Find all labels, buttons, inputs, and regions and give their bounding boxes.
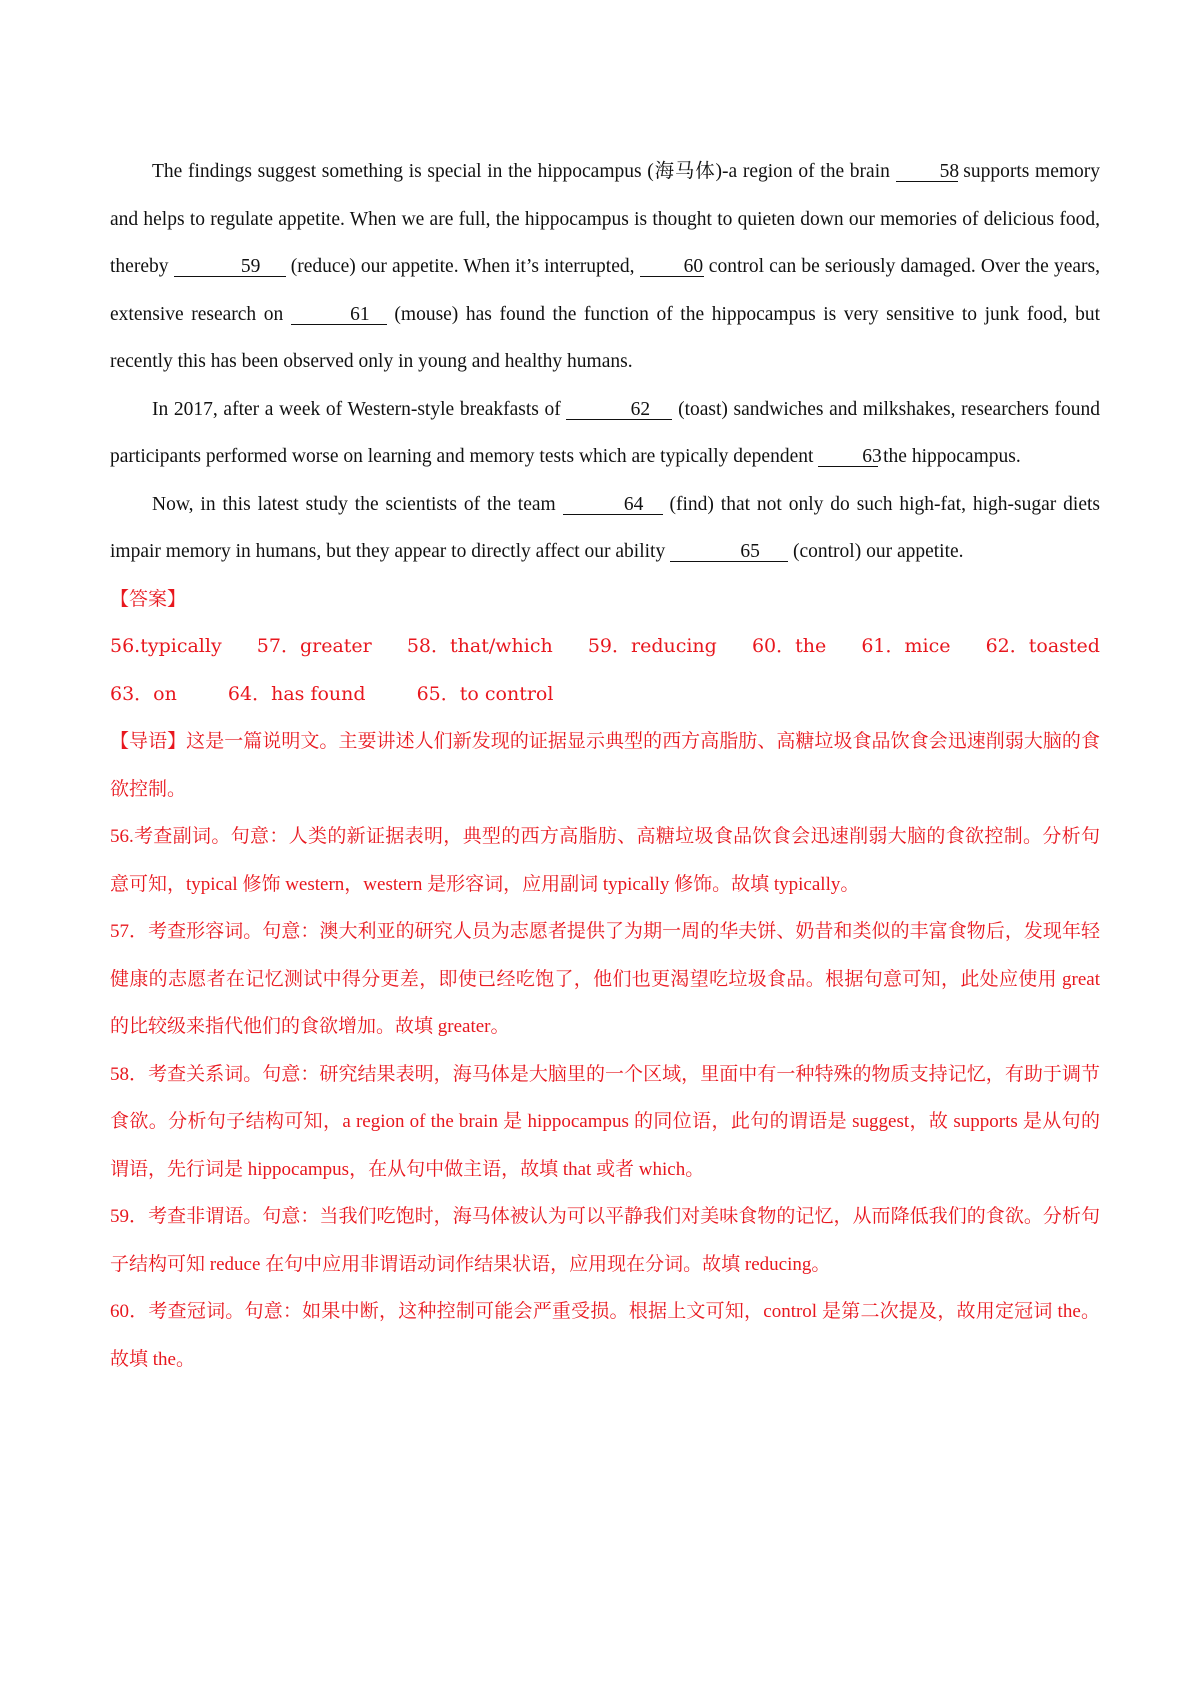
answer-row-1 xyxy=(110,623,1100,671)
paragraph-text: Now, in this latest study the scientists of the team xyxy=(152,493,563,515)
paragraph-text: (find) that not only do such high-fat, high-sugar diets impair memory in humans, but they appear to directly affect our ability xyxy=(110,493,1100,562)
paragraph-text: (toast) sandwiches and milkshakes, researchers found participants performed worse on learning and memory tests which are typically dependent xyxy=(110,398,1100,467)
blank-59: 59 xyxy=(174,257,286,277)
paragraph-text: the hippocampus. xyxy=(878,446,1021,467)
page-content xyxy=(110,148,1100,1383)
paragraph-3 xyxy=(110,481,1100,576)
paragraph-1 xyxy=(110,148,1100,386)
blank-65: 65 xyxy=(670,542,788,562)
paragraph-2 xyxy=(110,386,1100,481)
explanation-60: 60．考查冠词。句意：如果中断，这种控制可能会严重受损。根据上文可知，control 是第二次提及，故用定冠词 the。故填 the。 xyxy=(110,1301,1100,1370)
answer-65: 65．to control xyxy=(416,682,554,705)
passage xyxy=(110,148,1100,576)
paragraph-text: supports memory and helps to regulate appetite. When we are full, the hippocampus is thought to quieten down our memories of delicious food, thereby xyxy=(110,161,1101,277)
explanation-56: 56.考查副词。句意：人类的新证据表明，典型的西方高脂肪、高糖垃圾食品饮食会迅速削弱大脑的食欲控制。分析句意可知，typical 修饰 western，western 是形容词，应用副词 typically 修饰。故填 typically。 xyxy=(110,826,1100,895)
paragraph-text: In 2017, after a week of Western-style breakfasts of xyxy=(152,398,567,420)
explanation-58: 58．考查关系词。句意：研究结果表明，海马体是大脑里的一个区域，里面中有一种特殊的物质支持记忆，有助于调节食欲。分析句子结构可知，a region of the brain 是 hippocampus 的同位语，此句的谓语是 suggest，故 supports 是从句的谓语，先行词是 hippocampus，在从句中做主语，故填 that 或者 which。 xyxy=(110,1063,1100,1180)
answer-57: 57．greater xyxy=(256,635,372,657)
answer-58: 58．that/which xyxy=(406,635,553,657)
blank-61: 61 xyxy=(291,305,387,325)
explanation-59: 59．考查非谓语。句意：当我们吃饱时，海马体被认为可以平静我们对美味食物的记忆，从而降低我们的食欲。分析句子结构可知 reduce 在句中应用非谓语动词作结果状语，应用现在分词。故填 reducing。 xyxy=(110,1206,1100,1275)
guide-text: 这是一篇说明文。主要讲述人们新发现的证据显示典型的西方高脂肪、高糖垃圾食品饮食会迅速削弱大脑的食欲控制。 xyxy=(110,731,1100,800)
paragraph-text: (control) our appetite. xyxy=(788,541,964,562)
answer-section xyxy=(110,576,1100,1384)
answer-59: 59．reducing xyxy=(587,635,717,657)
blank-60: 60 xyxy=(640,257,704,277)
blank-63: 63 xyxy=(818,447,878,467)
blank-58: 58 xyxy=(896,162,958,182)
answer-61: 61．mice xyxy=(861,635,951,657)
answer-62: 62．toasted xyxy=(985,635,1100,657)
paragraph-text: The findings suggest something is special in the hippocampus (海马体)-a region of the brain xyxy=(152,161,896,182)
blank-64: 64 xyxy=(563,495,663,515)
paragraph-text: (reduce) our appetite. When it’s interrupted, xyxy=(285,256,640,277)
answer-56: 56.typically xyxy=(110,635,222,657)
paragraph-text: (mouse) has found the function of the hippocampus is very sensitive to junk food, but recently this has been observed only in young and healthy humans. xyxy=(110,303,1100,372)
answer-heading: 【答案】 xyxy=(110,587,187,610)
answer-63: 63．on xyxy=(110,682,177,705)
guide-heading: 【导语】 xyxy=(110,731,187,752)
answer-row-2 xyxy=(110,671,1100,719)
answer-60: 60．the xyxy=(751,635,827,657)
blank-62: 62 xyxy=(566,400,672,420)
explanation-57: 57．考查形容词。句意：澳大利亚的研究人员为志愿者提供了为期一周的华夫饼、奶昔和类似的丰富食物后，发现年轻健康的志愿者在记忆测试中得分更差，即使已经吃饱了，他们也更渴望吃垃圾食品。根据句意可知，此处应使用 great 的比较级来指代他们的食欲增加。故填 greater。 xyxy=(110,921,1100,1037)
answer-64: 64．has found xyxy=(227,682,366,705)
guide-paragraph xyxy=(110,718,1100,813)
paragraph-text: control can be seriously damaged. Over the years, extensive research on xyxy=(110,256,1100,325)
